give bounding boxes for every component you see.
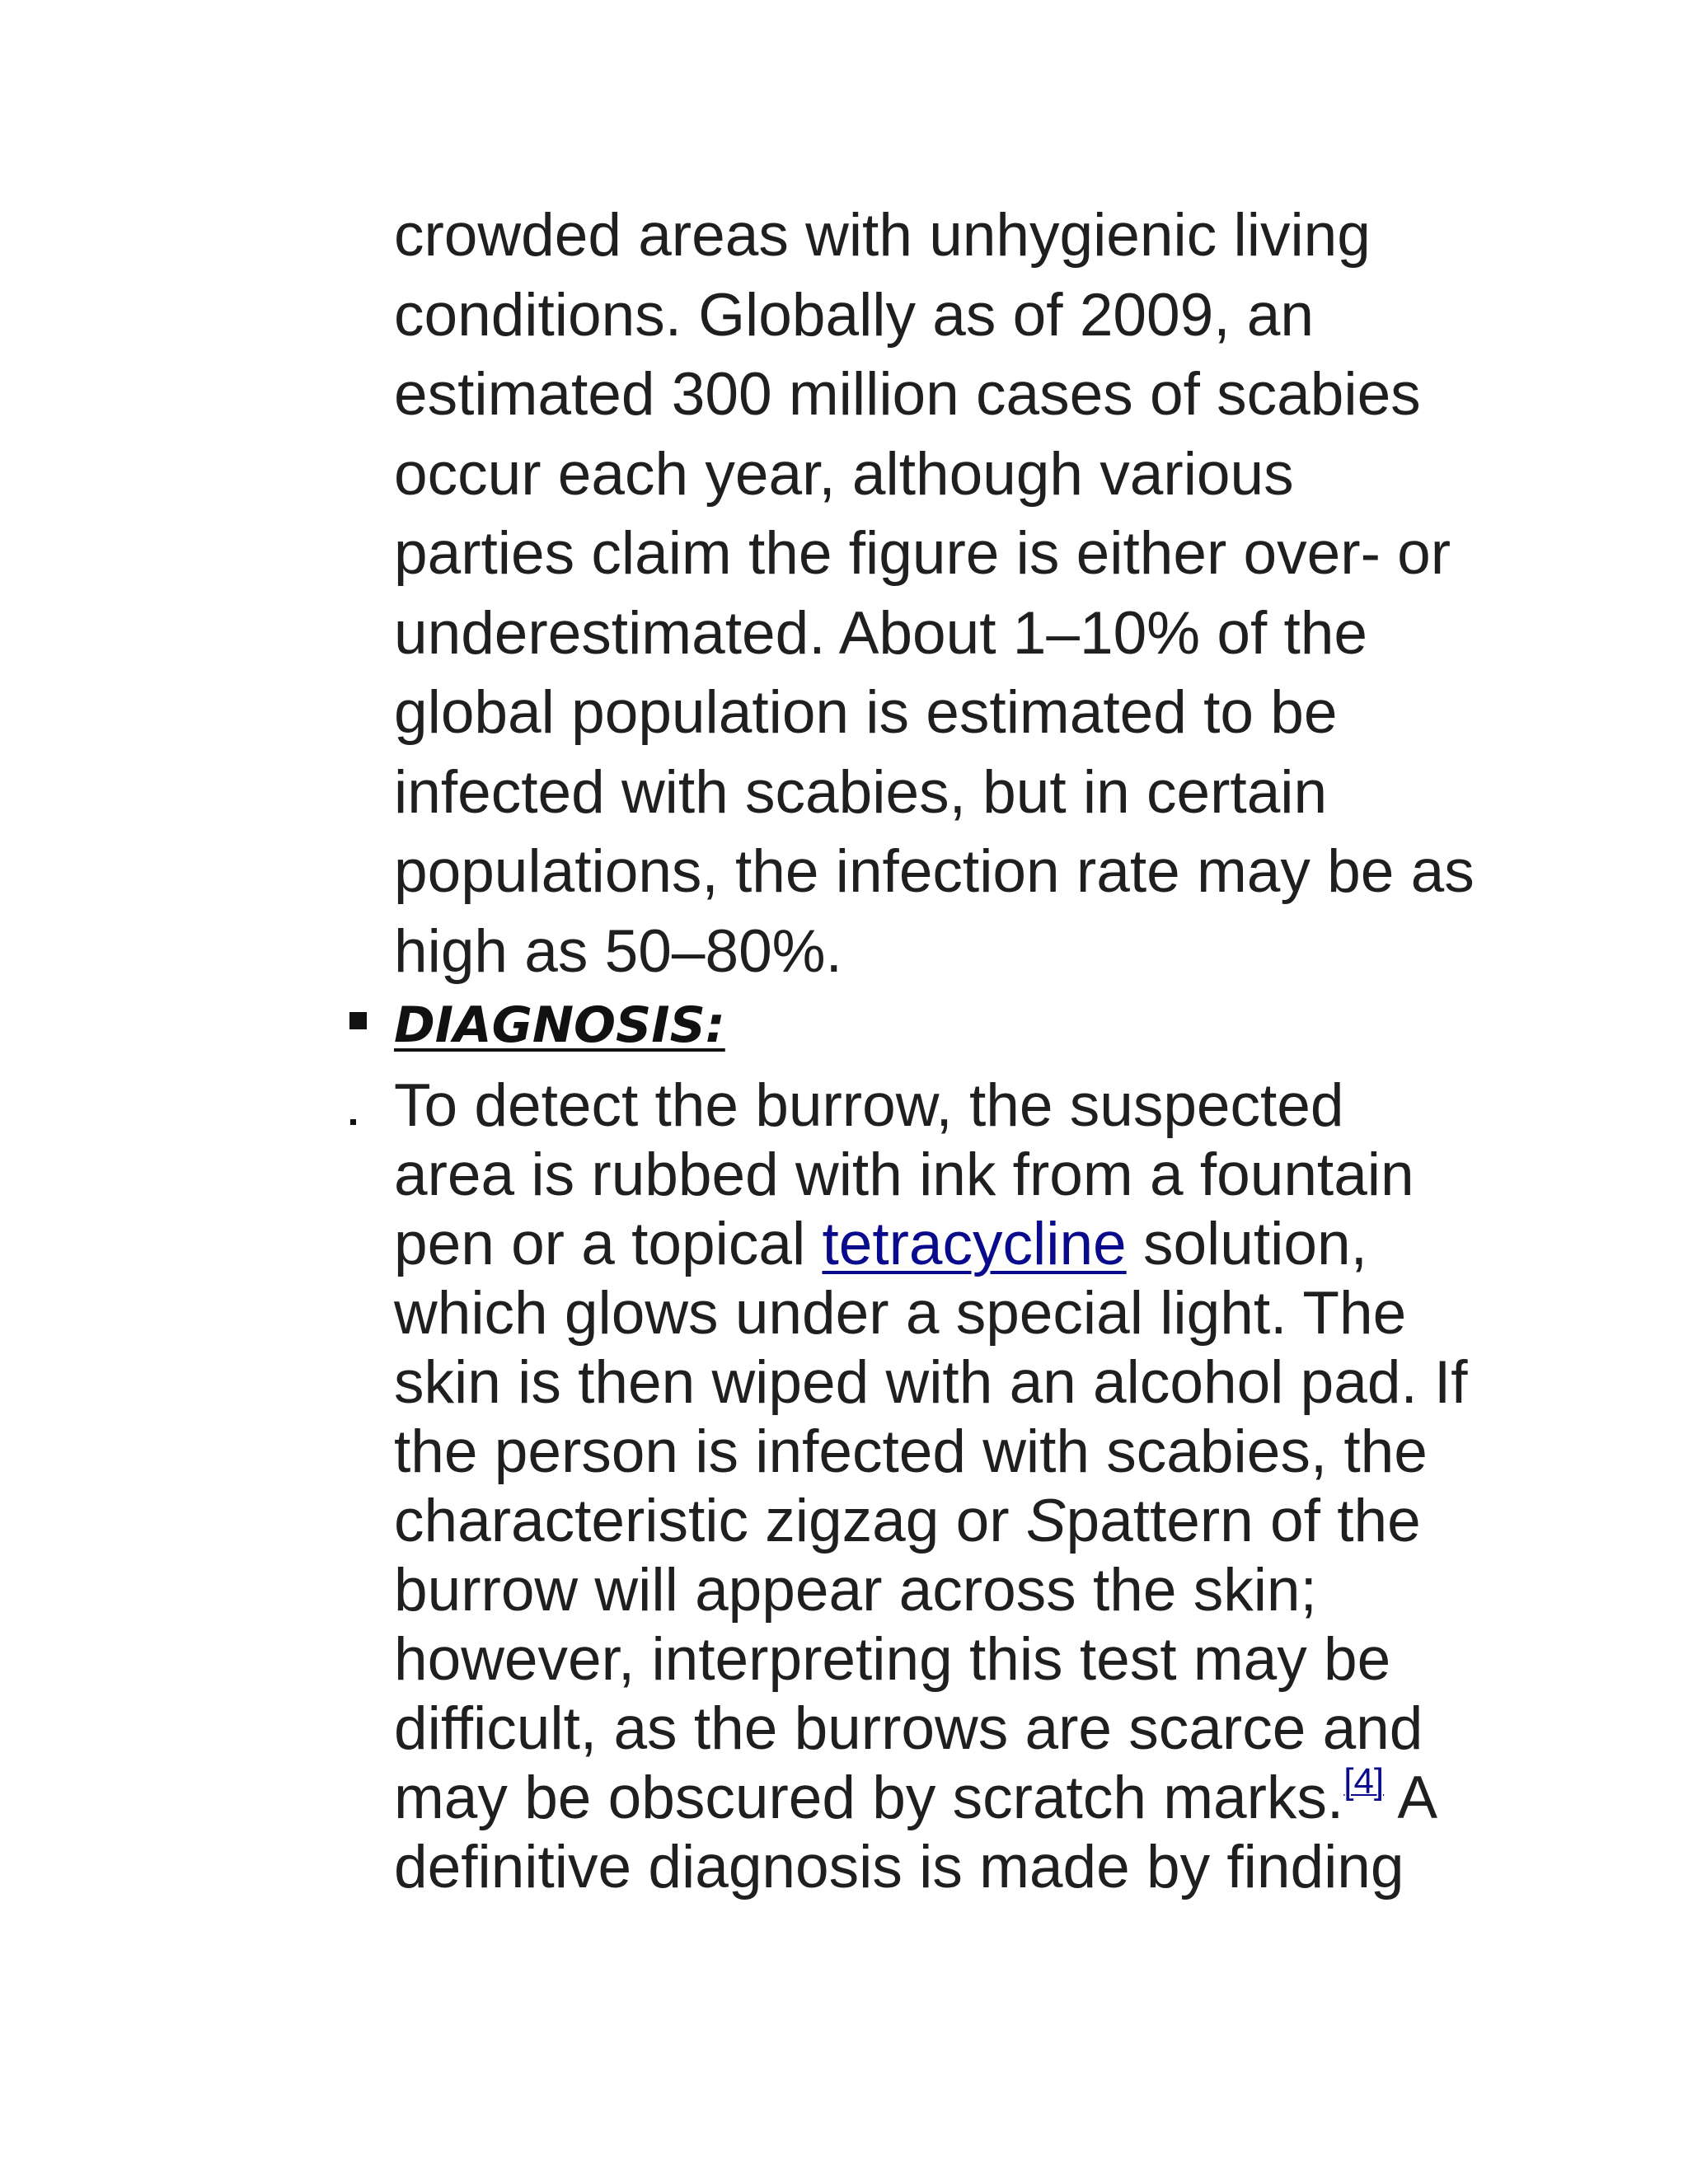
tetracycline-link[interactable]: tetracycline xyxy=(822,1211,1127,1277)
text-line: populations, the infection rate may be as xyxy=(394,838,1475,905)
text-line xyxy=(394,1487,1581,1556)
text-line: parties claim the figure is either over- or xyxy=(394,520,1451,587)
text-line: occur each year, although various xyxy=(394,440,1294,508)
text-line: burrow will appear across the skin; xyxy=(394,1557,1317,1624)
text-segment: characteristic zigzag or xyxy=(394,1488,1026,1554)
diagnosis-paragraph xyxy=(394,1071,1581,1902)
text-line: skin is then wiped with an alcohol pad. If xyxy=(394,1349,1468,1416)
text-line: definitive diagnosis is made by finding xyxy=(394,1834,1404,1900)
text-line: however, interpreting this test may be xyxy=(394,1626,1391,1693)
epidemiology-paragraph xyxy=(394,196,1581,991)
text-segment: may be obscured by scratch marks. xyxy=(394,1765,1344,1831)
text-line: the person is infected with scabies, the xyxy=(394,1418,1428,1485)
text-segment: A xyxy=(1384,1765,1438,1831)
text-line: area is rubbed with ink from a fountain xyxy=(394,1141,1414,1208)
text-line: crowded areas with unhygienic living xyxy=(394,202,1371,269)
text-line: difficult, as the burrows are scarce and xyxy=(394,1695,1423,1762)
text-line xyxy=(394,1761,1581,1833)
text-line: which glows under a special light. The xyxy=(394,1280,1407,1347)
text-line: To detect the burrow, the suspected xyxy=(394,1072,1344,1139)
diagnosis-heading: DIAGNOSIS: xyxy=(394,996,725,1054)
text-segment: pen or a topical xyxy=(394,1211,823,1277)
square-bullet-icon xyxy=(349,1012,367,1029)
text-line: underestimated. About 1–10% of the xyxy=(394,599,1368,667)
text-line: conditions. Globally as of 2009, an xyxy=(394,281,1314,349)
text-segment: pattern of the xyxy=(1066,1488,1421,1554)
text-line xyxy=(394,1210,1581,1279)
text-line: high as 50–80%. xyxy=(394,917,842,985)
italic-s: S xyxy=(1025,1488,1067,1554)
text-line: global population is estimated to be xyxy=(394,679,1338,746)
text-line: infected with scabies, but in certain xyxy=(394,758,1328,826)
text-line: estimated 300 million cases of scabies xyxy=(394,361,1421,428)
text-segment: solution, xyxy=(1126,1211,1367,1277)
reference-4-link[interactable]: [4] xyxy=(1343,1761,1385,1802)
small-bullet-icon xyxy=(350,1119,356,1125)
